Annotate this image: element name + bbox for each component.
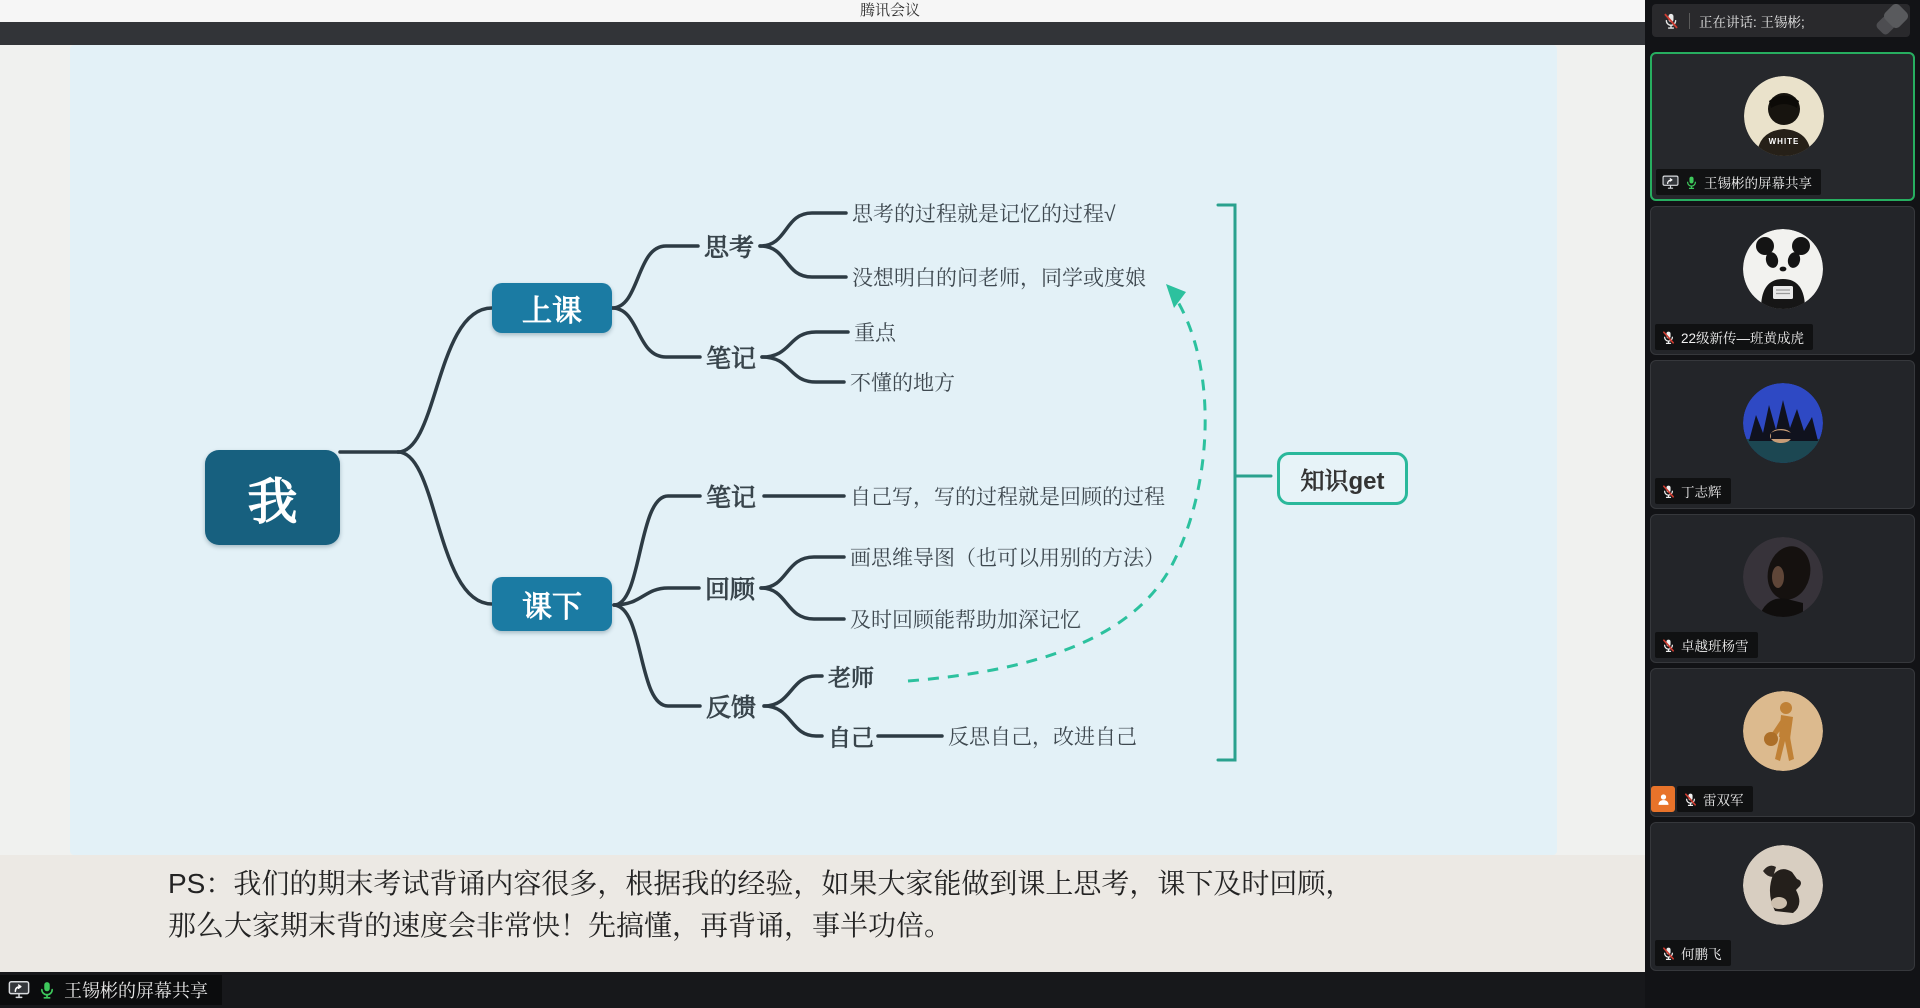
participant-name: 何鹏飞 xyxy=(1681,947,1722,962)
mindmap-leaf-sikao1: 思考的过程就是记忆的过程√ xyxy=(852,203,1116,226)
mic-muted-icon[interactable] xyxy=(1662,12,1680,30)
mic-on-icon xyxy=(1684,175,1699,190)
mic-muted-icon xyxy=(1661,946,1676,961)
mindmap-node-sikao: 思考 xyxy=(704,234,755,262)
mindmap-node-huigu: 回顾 xyxy=(705,576,756,604)
participant-tile[interactable] xyxy=(1650,668,1915,817)
screen-share-view xyxy=(0,45,1645,972)
avatar xyxy=(1743,537,1823,617)
mic-muted-icon xyxy=(1661,638,1676,653)
participant-tile[interactable] xyxy=(1650,822,1915,971)
screen-share-icon xyxy=(8,979,30,1001)
mindmap-leaf-jishi: 及时回顾能帮助加深记忆 xyxy=(850,609,1081,632)
mic-muted-icon xyxy=(1683,792,1698,807)
avatar xyxy=(1743,229,1823,309)
mindmap-leaf-zijixie: 自己写，写的过程就是回顾的过程 xyxy=(850,486,1165,509)
avatar xyxy=(1743,383,1823,463)
participant-name: 卓越班杨雪 xyxy=(1681,639,1749,654)
mindmap-node-ziji: 自己 xyxy=(828,724,874,751)
participant-tile[interactable] xyxy=(1650,360,1915,509)
participant-name: 22级新传—班黄成虎 xyxy=(1681,331,1805,346)
participant-name: 丁志辉 xyxy=(1681,485,1722,500)
mindmap-node-biji-bottom: 笔记 xyxy=(706,484,757,512)
share-status-pill xyxy=(0,975,222,1005)
speaking-label: 正在讲话: 王锡彬; xyxy=(1699,14,1805,30)
window-title: 腾讯会议 xyxy=(859,2,920,19)
mic-on-icon xyxy=(37,980,57,1000)
mindmap-node-fankui: 反馈 xyxy=(706,694,757,722)
mindmap-root-node: 我 xyxy=(205,450,340,545)
member-badge-icon xyxy=(1651,786,1675,812)
toast-divider xyxy=(1689,13,1690,29)
mindmap-leaf-sikao2: 没想明白的问老师，同学或度娘 xyxy=(852,267,1146,290)
avatar xyxy=(1743,691,1823,771)
mindmap-node-knowledge-get: 知识get xyxy=(1277,452,1408,505)
ps-line1: PS：我们的期末考试背诵内容很多，根据我的经验，如果大家能做到课上思考，课下及时回顾， xyxy=(168,868,1354,899)
mindmap-node-biji-top: 笔记 xyxy=(706,345,757,373)
participant-name: 雷双军 xyxy=(1703,793,1744,808)
avatar xyxy=(1744,76,1824,156)
participant-tile[interactable] xyxy=(1650,514,1915,663)
mic-muted-icon xyxy=(1661,330,1676,345)
mindmap-leaf-huatu: 画思维导图（也可以用别的方法） xyxy=(850,547,1165,570)
mindmap-branch-kexia: 课下 xyxy=(492,577,612,631)
participant-tile[interactable] xyxy=(1650,52,1915,201)
ps-line2: 那么大家期末背的速度会非常快！先搞懂，再背诵，事半功倍。 xyxy=(168,910,953,941)
bottom-bar xyxy=(0,972,1920,1008)
toolbar-strip xyxy=(0,22,1920,45)
share-status-label: 王锡彬的屏幕共享 xyxy=(64,981,208,1001)
mindmap-node-laoshi: 老师 xyxy=(828,664,874,691)
screen-share-icon xyxy=(1662,174,1679,191)
mindmap-leaf-budong: 不懂的地方 xyxy=(850,372,955,395)
ps-note-strip xyxy=(0,855,1645,972)
avatar xyxy=(1743,845,1823,925)
mindmap-leaf-fansi: 反思自己，改进自己 xyxy=(948,726,1137,749)
window-titlebar xyxy=(0,0,1780,23)
mic-muted-icon xyxy=(1661,484,1676,499)
ps-note xyxy=(168,863,1528,947)
mindmap-branch-shangke: 上课 xyxy=(492,283,612,333)
participant-name: 王锡彬的屏幕共享 xyxy=(1704,176,1812,191)
svg-text:WHITE: WHITE xyxy=(1768,137,1800,146)
meeting-logo xyxy=(1872,4,1918,44)
participants-sidebar xyxy=(1645,0,1920,1008)
mindmap-leaf-zhongdian: 重点 xyxy=(854,322,896,345)
participant-tile[interactable] xyxy=(1650,206,1915,355)
